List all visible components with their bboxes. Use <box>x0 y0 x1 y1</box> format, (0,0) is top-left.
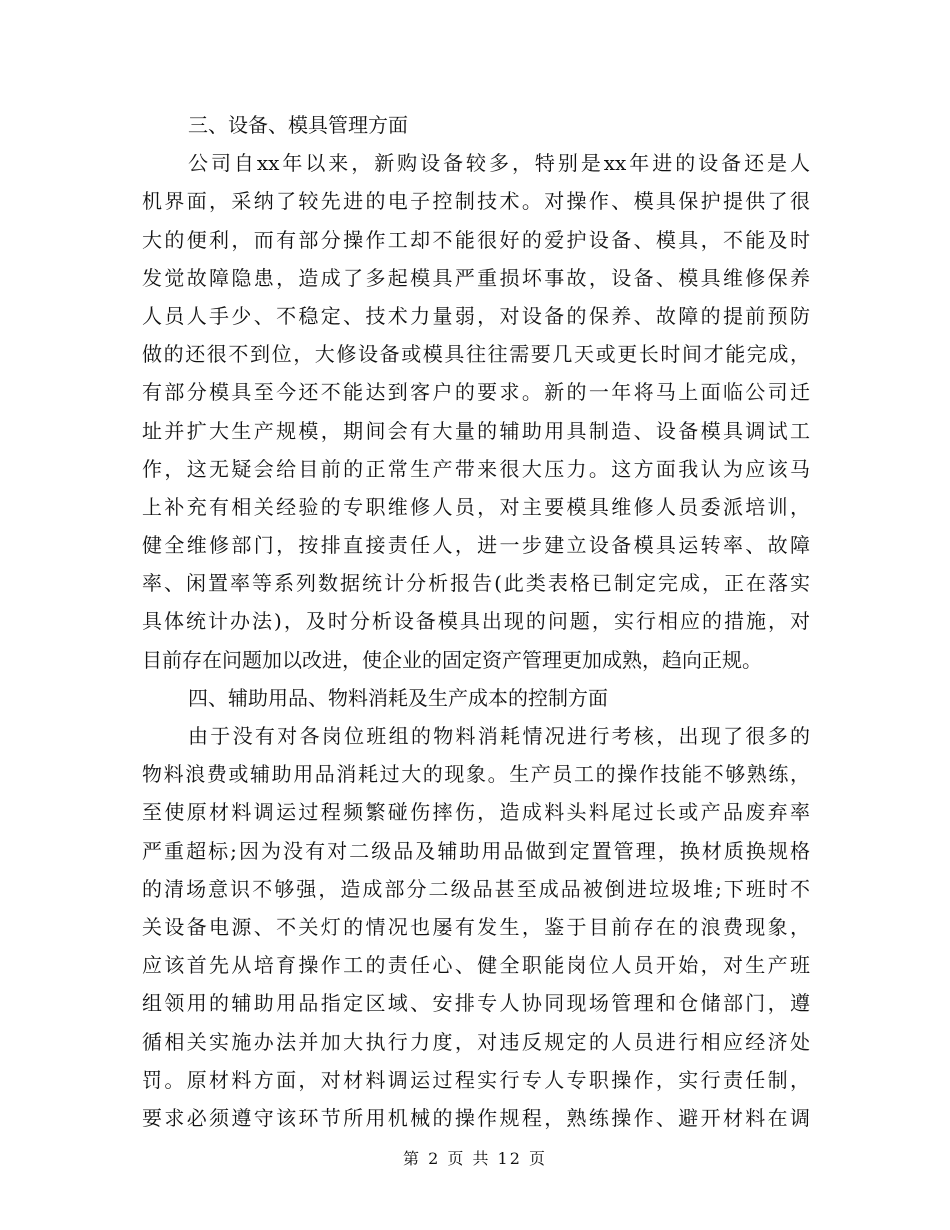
paragraph-line: 做的还很不到位，大修设备或模具往往需要几天或更长时间才能完成， <box>142 342 810 367</box>
paragraph-line: 要求必须遵守该环节所用机械的操作规程，熟练操作、避开材料在调 <box>142 1105 810 1130</box>
paragraph-line: 人员人手少、不稳定、技术力量弱，对设备的保养、故障的提前预防 <box>142 303 810 328</box>
paragraph-line: 大的便利，而有部分操作工却不能很好的爱护设备、模具，不能及时 <box>142 227 810 252</box>
paragraph-line: 具体统计办法)，及时分析设备模具出现的问题，实行相应的措施，对 <box>142 609 810 634</box>
paragraph-line: 上补充有相关经验的专职维修人员，对主要模具维修人员委派培训， <box>142 494 810 519</box>
paragraph-line: 址并扩大生产规模，期间会有大量的辅助用具制造、设备模具调试工 <box>142 418 810 443</box>
paragraph-line: 物料浪费或辅助用品消耗过大的现象。生产员工的操作技能不够熟练， <box>142 762 810 787</box>
paragraph-line: 至使原材料调运过程频繁碰伤摔伤，造成料头料尾过长或产品废弃率 <box>142 800 810 825</box>
paragraph-line: 的清场意识不够强，造成部分二级品甚至成品被倒进垃圾堆;下班时不 <box>142 876 810 901</box>
page-number-footer: 第 2 页 共 12 页 <box>403 1149 547 1168</box>
paragraph-line: 机界面，采纳了较先进的电子控制技术。对操作、模具保护提供了很 <box>142 189 810 214</box>
paragraph-line: 有部分模具至今还不能达到客户的要求。新的一年将马上面临公司迁 <box>142 380 810 405</box>
paragraph-line: 循相关实施办法并加大执行力度，对违反规定的人员进行相应经济处 <box>142 1029 810 1054</box>
section-heading-materials: 四、辅助用品、物料消耗及生产成本的控制方面 <box>188 685 608 710</box>
document-body <box>142 106 810 1137</box>
paragraph-line: 关设备电源、不关灯的情况也屡有发生，鉴于目前存在的浪费现象， <box>142 914 810 939</box>
paragraph-line: 率、闲置率等系列数据统计分析报告(此类表格已制定完成，正在落实 <box>142 571 810 596</box>
paragraph-line: 由于没有对各岗位班组的物料消耗情况进行考核，出现了很多的 <box>188 724 810 748</box>
section-heading-equipment: 三、设备、模具管理方面 <box>188 113 408 137</box>
paragraph-line: 应该首先从培育操作工的责任心、健全职能岗位人员开始，对生产班 <box>142 953 810 978</box>
paragraph-line: 公司自xx年以来，新购设备较多，特别是xx年进的设备还是人 <box>188 151 810 176</box>
paragraph-line: 目前存在问题加以改进，使企业的固定资产管理更加成熟，趋向正规。 <box>142 647 762 672</box>
paragraph-line: 罚。原材料方面，对材料调运过程实行专人专职操作，实行责任制， <box>142 1067 810 1092</box>
paragraph-line: 健全维修部门，按排直接责任人，进一步建立设备模具运转率、故障 <box>142 533 810 558</box>
paragraph-line: 发觉故障隐患，造成了多起模具严重损坏事故，设备、模具维修保养 <box>142 265 810 290</box>
paragraph-line: 组领用的辅助用品指定区域、安排专人协同现场管理和仓储部门，遵 <box>142 991 810 1016</box>
paragraph-line: 严重超标;因为没有对二级品及辅助用品做到定置管理，换材质换规格 <box>142 838 810 863</box>
paragraph-line: 作，这无疑会给目前的正常生产带来很大压力。这方面我认为应该马 <box>142 456 810 481</box>
